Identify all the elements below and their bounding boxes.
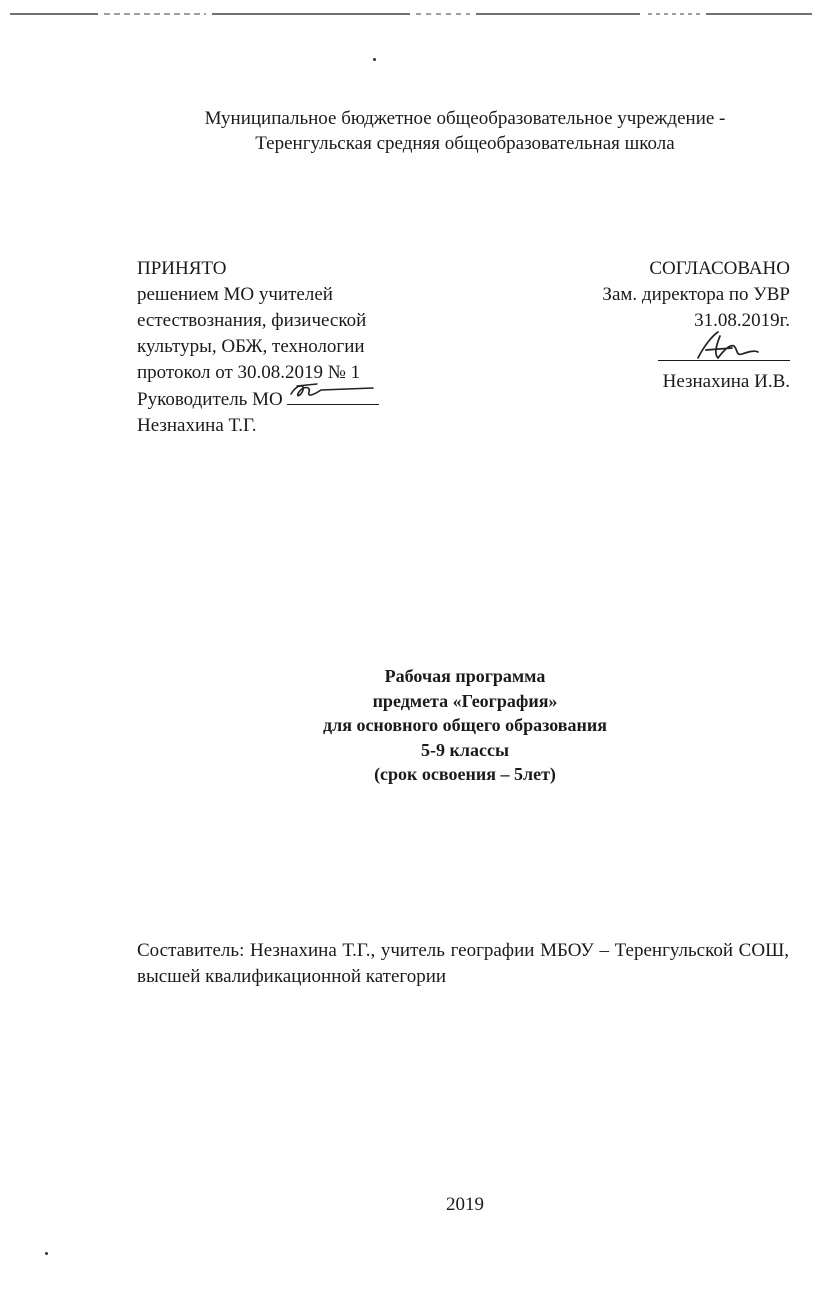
document-year: 2019 (446, 1194, 484, 1215)
handwritten-signature-icon (287, 380, 379, 404)
agreed-block (510, 256, 790, 395)
program-title: Рабочая программа (384, 666, 546, 686)
handwritten-signature-icon (658, 328, 790, 362)
accepted-line-3: культуры, ОБЖ, технологии (137, 336, 365, 357)
accepted-title: ПРИНЯТО (137, 258, 227, 279)
scan-speck (45, 1252, 48, 1255)
program-grades: 5-9 классы (421, 739, 509, 760)
school-header-line-2: Теренгульская средняя общеобразовательная школа (255, 133, 675, 154)
program-duration: (срок освоения – 5лет) (374, 764, 556, 784)
accepted-line-4: протокол от 30.08.2019 № 1 (137, 362, 361, 383)
school-header (130, 106, 800, 156)
agreed-signature-row (510, 334, 790, 369)
accepted-signature-label: Руководитель МО (137, 389, 283, 410)
agreed-date: 31.08.2019г. (694, 310, 790, 331)
scan-speck (373, 58, 376, 61)
accepted-block (137, 256, 437, 439)
accepted-line-1: решением МО учителей (137, 284, 333, 305)
accepted-line-2: естествознания, физической (137, 310, 367, 331)
composer-paragraph: Составитель: Незнахина Т.Г., учитель географии МБОУ – Теренгульской СОШ, высшей квалификационной категории (137, 940, 789, 987)
program-title-block (150, 664, 780, 787)
accepted-signature-row (137, 386, 437, 413)
school-header-line-1: Муниципальное бюджетное общеобразовательное учреждение - (204, 108, 726, 129)
scan-border-line (0, 12, 816, 16)
accepted-signature-line (287, 386, 379, 405)
program-subject: предмета «География» (372, 690, 558, 711)
accepted-name: Незнахина Т.Г. (137, 415, 257, 436)
agreed-signature-line (658, 334, 790, 361)
program-level: для основного общего образования (323, 715, 607, 735)
agreed-title: СОГЛАСОВАНО (649, 258, 790, 279)
agreed-position: Зам. директора по УВР (602, 284, 790, 305)
agreed-name: Незнахина И.В. (662, 371, 790, 392)
